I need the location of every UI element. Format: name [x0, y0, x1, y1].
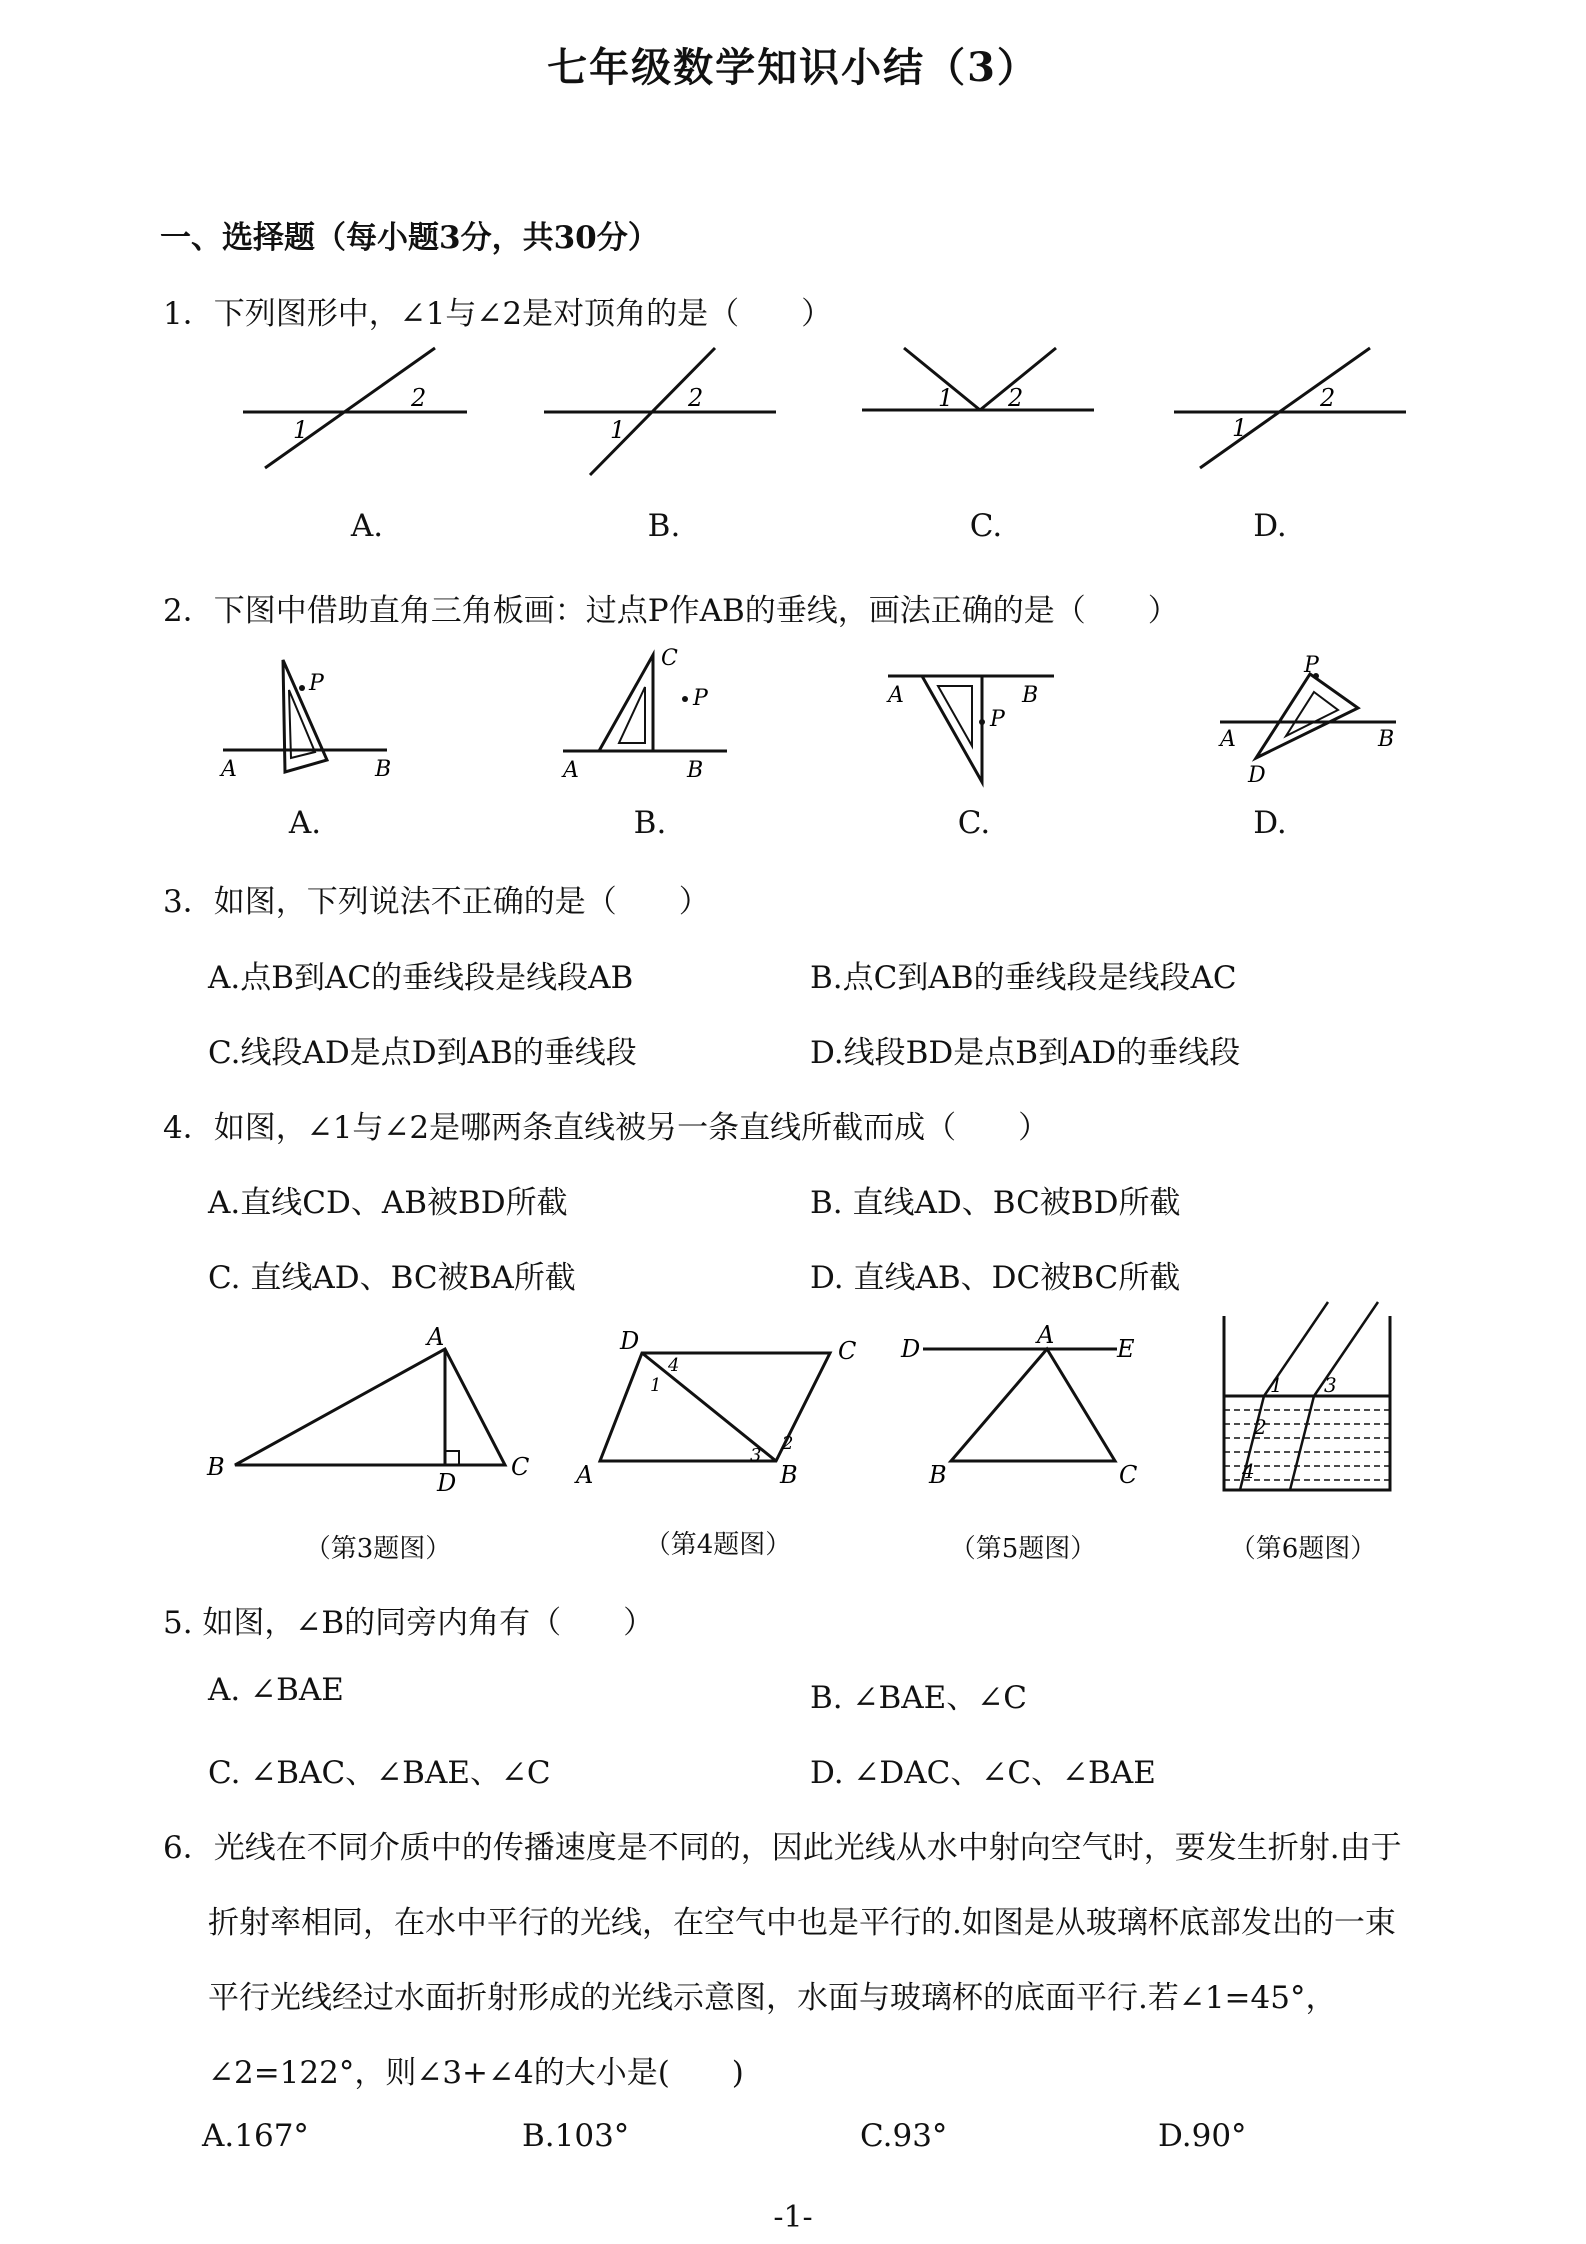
section-heading-choice: 一、选择题（每小题3分，共30分）	[160, 220, 659, 256]
fig3-point-c: C	[511, 1453, 530, 1481]
q2-label-d: D.	[1253, 805, 1287, 841]
q1c-angle-1: 1	[938, 384, 954, 412]
q1-label-d: D.	[1253, 508, 1287, 544]
fig5-point-a: A	[1037, 1321, 1055, 1349]
fig3-point-a: A	[427, 1323, 445, 1351]
q2-figure-a	[215, 650, 395, 790]
fig3-point-d: D	[437, 1469, 457, 1497]
q3-option-d: D.线段BD是点B到AD的垂线段	[810, 1035, 1241, 1071]
question-6-line-4: ∠2=122°，则∠3+∠4的大小是( )	[208, 2055, 744, 2091]
q1-figure-d	[1170, 340, 1410, 480]
q2d-point-p: P	[1304, 653, 1319, 678]
q4-option-d: D. 直线AB、DC被BC所截	[810, 1260, 1181, 1296]
q2-figure-b	[555, 645, 735, 790]
q1b-angle-2: 2	[688, 384, 704, 412]
fig6-angle-2: 2	[1254, 1415, 1267, 1439]
q6-option-d: D.90°	[1158, 2118, 1247, 2154]
q6-option-b: B.103°	[522, 2118, 630, 2154]
caption-fig5: （第5题图）	[949, 1534, 1097, 1564]
question-4-stem: 4．如图，∠1与∠2是哪两条直线被另一条直线所截而成（ ）	[163, 1110, 1050, 1146]
q2c-point-p: P	[990, 707, 1005, 732]
q2-label-b: B.	[633, 805, 667, 841]
q2a-point-p: P	[309, 671, 324, 696]
page-number: -1-	[773, 2200, 813, 2235]
q4-option-a: A.直线CD、AB被BD所截	[208, 1185, 568, 1221]
fig4-angle-4: 4	[668, 1355, 680, 1376]
q2c-point-a: A	[888, 683, 904, 708]
question-3-stem: 3．如图，下列说法不正确的是（ ）	[163, 884, 710, 920]
q2b-point-a: A	[563, 758, 579, 783]
fig5-point-c: C	[1119, 1461, 1138, 1489]
q5-option-b: B. ∠BAE、∠C	[810, 1680, 1027, 1716]
q6-option-a: A.167°	[202, 2118, 309, 2154]
question-6-line-1: 6．光线在不同介质中的传播速度是不同的，因此光线从水中射向空气时，要发生折射.由于	[163, 1830, 1402, 1866]
q1-label-b: B.	[647, 508, 681, 544]
q1a-angle-2: 2	[411, 384, 427, 412]
q3-option-a: A.点B到AC的垂线段是线段AB	[208, 960, 634, 996]
question-1-stem: 1．下列图形中，∠1与∠2是对顶角的是（ ）	[163, 296, 833, 332]
q6-option-c: C.93°	[860, 2118, 948, 2154]
q2c-point-b: B	[1022, 683, 1039, 708]
q1-label-a: A.	[350, 508, 384, 544]
q2b-point-c: C	[661, 646, 678, 671]
q2a-point-a: A	[221, 757, 237, 782]
caption-fig6: （第6题图）	[1229, 1534, 1377, 1564]
fig3-point-b: B	[207, 1453, 225, 1481]
q5-option-d: D. ∠DAC、∠C、∠BAE	[810, 1755, 1156, 1791]
fig4-point-a: A	[576, 1461, 594, 1489]
q2b-point-b: B	[687, 758, 704, 783]
q5-option-c: C. ∠BAC、∠BAE、∠C	[208, 1755, 551, 1791]
caption-fig3: （第3题图）	[304, 1534, 452, 1564]
fig4-angle-2: 2	[782, 1433, 794, 1454]
question-2-stem: 2．下图中借助直角三角板画：过点P作AB的垂线，画法正确的是（ ）	[163, 593, 1179, 629]
figure-q6-glass	[1210, 1300, 1410, 1500]
q2d-point-b: B	[1378, 727, 1395, 752]
figure-q3-triangle	[205, 1325, 545, 1505]
figure-q4-parallelogram	[570, 1325, 870, 1505]
q1-figure-c	[858, 340, 1098, 480]
q2-figure-c	[882, 660, 1062, 790]
caption-fig4: （第4题图）	[644, 1530, 792, 1560]
q2-label-a: A.	[288, 805, 322, 841]
fig4-angle-3: 3	[750, 1445, 762, 1466]
fig6-angle-1: 1	[1270, 1373, 1283, 1397]
q1-figure-b	[540, 340, 780, 480]
q1a-angle-1: 1	[293, 416, 309, 444]
fig6-angle-4: 4	[1242, 1459, 1255, 1483]
figure-q5-triangle	[895, 1321, 1175, 1505]
q4-option-b: B. 直线AD、BC被BD所截	[810, 1185, 1181, 1221]
page-title: 七年级数学知识小结（3）	[547, 44, 1039, 91]
question-5-stem: 5. 如图，∠B的同旁内角有（ ）	[163, 1605, 655, 1641]
q1d-angle-2: 2	[1320, 384, 1336, 412]
fig4-point-d: D	[620, 1327, 640, 1355]
fig4-point-b: B	[780, 1461, 798, 1489]
question-6-line-2: 折射率相同，在水中平行的光线，在空气中也是平行的.如图是从玻璃杯底部发出的一束	[208, 1905, 1396, 1941]
question-6-line-3: 平行光线经过水面折射形成的光线示意图，水面与玻璃杯的底面平行.若∠1=45°，	[208, 1980, 1337, 2016]
fig6-angle-3: 3	[1324, 1373, 1337, 1397]
q5-option-a: A. ∠BAE	[208, 1672, 344, 1708]
fig5-point-e: E	[1117, 1335, 1135, 1363]
q1-label-c: C.	[969, 508, 1003, 544]
q2d-point-a: A	[1220, 727, 1236, 752]
q4-option-c: C. 直线AD、BC被BA所截	[208, 1260, 576, 1296]
q3-option-b: B.点C到AB的垂线段是线段AC	[810, 960, 1237, 996]
fig4-point-c: C	[838, 1337, 857, 1365]
q3-option-c: C.线段AD是点D到AB的垂线段	[208, 1035, 637, 1071]
q2b-point-p: P	[693, 686, 708, 711]
q1c-angle-2: 2	[1008, 384, 1024, 412]
q1b-angle-1: 1	[610, 416, 626, 444]
q2-figure-d	[1210, 653, 1400, 790]
q1d-angle-1: 1	[1232, 414, 1248, 442]
q2d-point-d: D	[1248, 763, 1266, 788]
fig5-point-b: B	[929, 1461, 947, 1489]
fig4-angle-1: 1	[650, 1375, 662, 1396]
fig5-point-d: D	[901, 1335, 921, 1363]
q1-figure-a	[235, 340, 475, 480]
q2-label-c: C.	[957, 805, 991, 841]
q2a-point-b: B	[375, 757, 392, 782]
